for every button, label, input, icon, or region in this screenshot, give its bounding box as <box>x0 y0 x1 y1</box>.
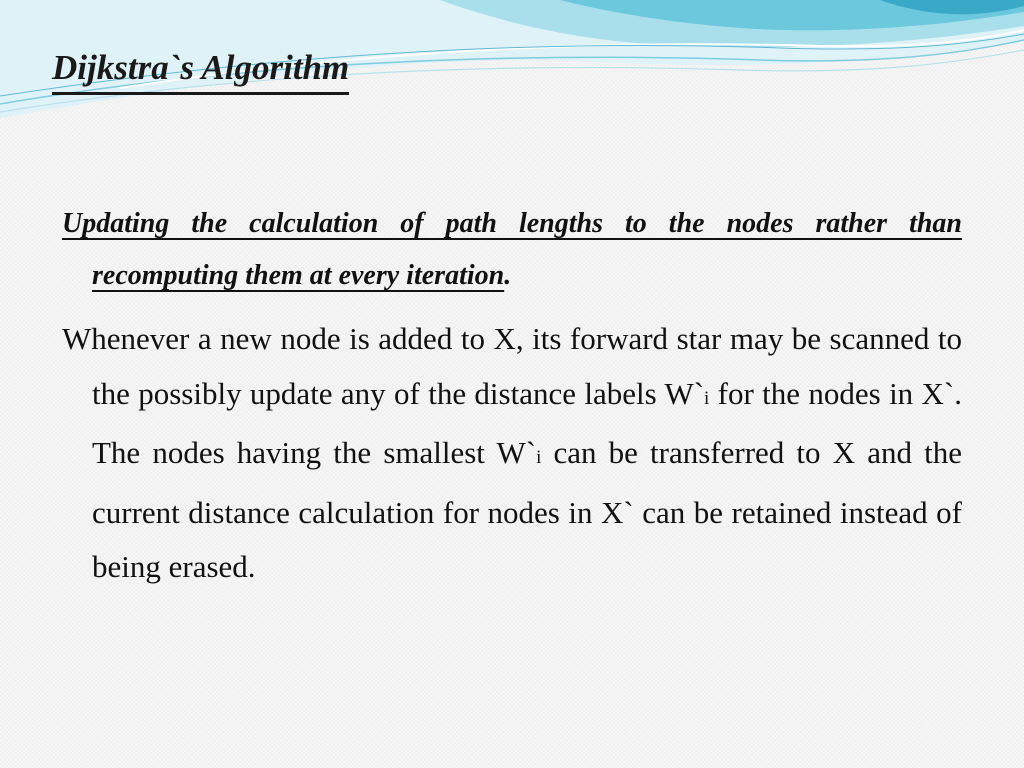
bullet-updating-path-lengths-text: Updating the calculation of path lengths to the nodes rather than recomputing them at every iteration <box>62 208 962 291</box>
forward-star-subscript-2: i <box>536 447 542 468</box>
forward-star-text-part3: can be transferred to X and the current distance calculation for nodes in X` can be retained instead of being erased. <box>92 435 962 584</box>
bullet-updating-path-lengths <box>62 198 962 302</box>
bullet-forward-star-scan <box>62 312 962 595</box>
forward-star-text-part2: for the nodes in X`. The nodes having the smallest W` <box>92 375 962 470</box>
forward-star-subscript-1: i <box>704 387 710 409</box>
slide-body <box>62 198 962 595</box>
slide-title: Dijkstra`s Algorithm <box>52 46 349 95</box>
bullet-updating-path-lengths-period: . <box>504 260 512 291</box>
forward-star-text-part1: Whenever a new node is added to X, its forward star may be scanned to the possibly update any of the distance labels W` <box>62 321 962 411</box>
